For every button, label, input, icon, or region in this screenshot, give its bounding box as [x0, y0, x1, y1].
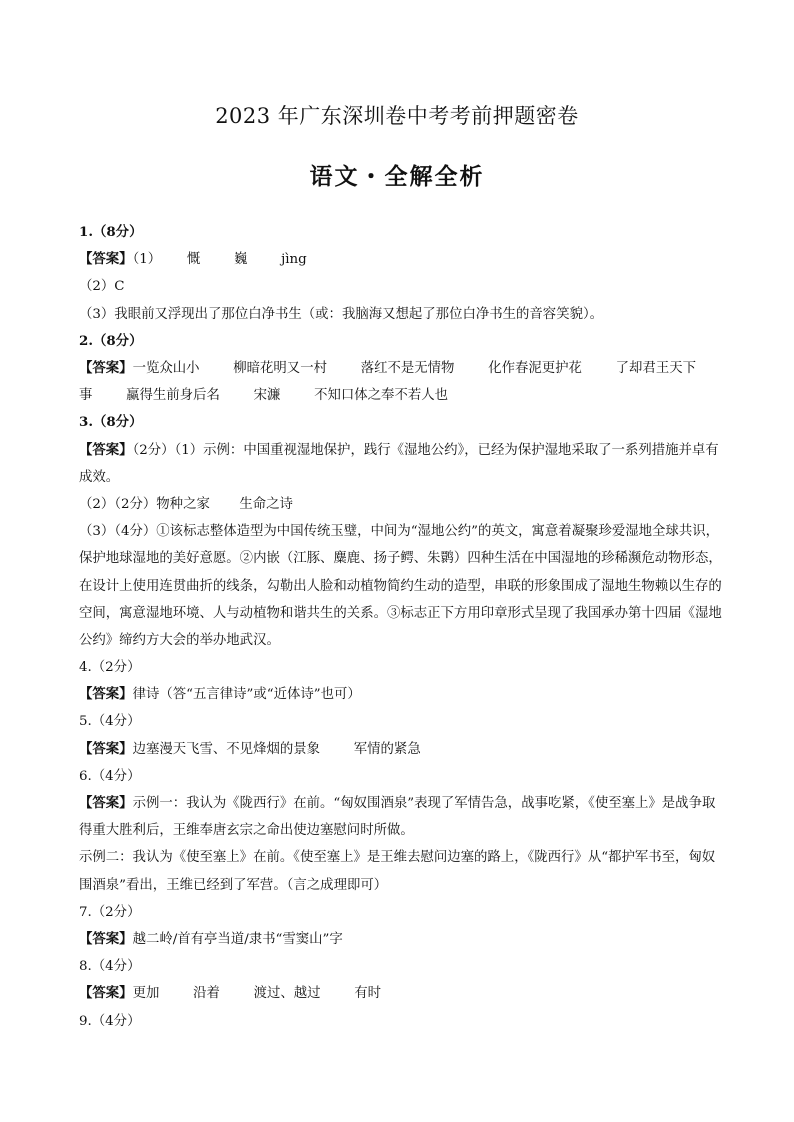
q2-item: 化作春泥更护花	[488, 360, 582, 376]
question-2-header: 2.（8分）	[79, 332, 143, 349]
q5-item: 军情的紧急	[353, 741, 421, 757]
question-3-header: 3.（8分）	[79, 414, 143, 431]
q2-item: 宋濂	[253, 388, 281, 404]
q8-item: 更加	[132, 986, 160, 1002]
answer-label: 【答案】	[79, 985, 133, 1002]
question-8-answer	[79, 980, 724, 1007]
q1-item: 慨	[186, 252, 201, 268]
question-7-answer	[79, 926, 724, 953]
q1-item: jìng	[281, 252, 307, 268]
answer-body	[79, 219, 724, 1035]
q1-sub2: （2）C	[79, 279, 125, 295]
question-5-header: 5.（4分）	[79, 714, 141, 730]
answer-label: 【答案】	[79, 359, 133, 376]
question-7-header: 7.（2分）	[79, 904, 141, 920]
q2-item: 柳暗花明又一村	[233, 360, 327, 376]
q8-item: 有时	[354, 986, 382, 1002]
question-4-header: 4.（2分）	[79, 660, 141, 676]
question-3-answer	[79, 437, 724, 491]
q2-item: 事	[79, 388, 93, 404]
q3-sub2-prefix: （2）（2分）物种之家	[79, 496, 210, 512]
answer-label: 【答案】	[79, 251, 133, 268]
q1-sub3: （3）我眼前又浮现出了那位白净书生（或：我脑海又想起了那位白净书生的音容笑貌）。	[79, 306, 604, 322]
q8-item: 渡过、越过	[253, 986, 321, 1002]
q2-item: 一览众山小	[132, 360, 200, 376]
q2-item: 不知口体之奉不若人也	[314, 388, 449, 404]
answer-label: 【答案】	[79, 686, 133, 703]
question-6-header: 6.（4分）	[79, 768, 141, 784]
q3-sub2	[79, 491, 724, 518]
question-2-answer	[79, 355, 724, 382]
q7-answer-text: 越二岭/首有亭当道/隶书“雪窦山”字	[132, 932, 343, 948]
answer-label: 【答案】	[79, 740, 133, 757]
q1-sub1-prefix: （1）	[132, 252, 162, 268]
question-8-header: 8.（4分）	[79, 959, 141, 975]
q1-item: 巍	[234, 252, 248, 268]
question-5-answer	[79, 736, 724, 763]
q3-sub1: （2分）（1）示例：中国重视湿地保护，践行《湿地公约》，已经为保护湿地采取了一系列措施并卓有成效。	[79, 442, 719, 485]
answer-label: 【答案】	[79, 441, 133, 458]
q4-answer-text: 律诗（答“五言律诗”或“近体诗”也可）	[132, 687, 361, 703]
answer-label: 【答案】	[79, 795, 133, 812]
q6-example-1: 示例一：我认为《陇西行》在前。“匈奴围酒泉”表现了军情告急，战事吃紧，《使至塞上》是战争取得重大胜利后，王维奉唐玄宗之命出使边塞慰问时所做。	[79, 796, 716, 839]
answer-label: 【答案】	[79, 931, 133, 948]
q2-item: 落红不是无情物	[360, 360, 455, 376]
q8-item: 沿着	[193, 986, 220, 1002]
q3-sub2-item: 生命之诗	[239, 496, 293, 512]
question-9-header: 9.（4分）	[79, 1013, 141, 1029]
q6-example-2: 示例二：我认为《使至塞上》在前。《使至塞上》是王维去慰问边塞的路上，《陇西行》从“都护军书至，匈奴围酒泉”看出，王维已经到了军营。（言之成理即可）	[79, 850, 716, 893]
question-2-answer-cont	[79, 382, 724, 409]
q2-item: 了却君王天下	[615, 360, 696, 376]
question-6-answer	[79, 790, 724, 844]
q3-sub3: （3）（4分）①该标志整体造型为中国传统玉璧，中间为“湿地公约”的英文，寓意着凝聚珍爱湿地全球共识，保护地球湿地的美好意愿。②内嵌（江豚、麋鹿、扬子鳄、朱鹮）四种生活在中国湿地的珍稀濒危动物形态，在设计上使用连贯曲折的线条，勾勒出人脸和动植物简约生动的造型，串联的形象围成了湿地生物赖以生存的空间，寓意湿地环境、人与动植物和谐共生的关系。③标志正下方用印章形式呈现了我国承办第十四届《湿地公约》缔约方大会的举办地武汉。	[79, 524, 722, 648]
page-title: 2023 年广东深圳卷中考考前押题密卷	[215, 104, 579, 128]
q2-item: 赢得生前身后名	[126, 388, 220, 404]
page-subtitle: 语文・全解全析	[309, 163, 485, 190]
question-1-header: 1.（8分）	[79, 224, 143, 240]
question-1-answer	[79, 246, 724, 273]
q5-item: 边塞漫天飞雪、不见烽烟的景象	[132, 741, 321, 757]
question-4-answer	[79, 681, 724, 708]
